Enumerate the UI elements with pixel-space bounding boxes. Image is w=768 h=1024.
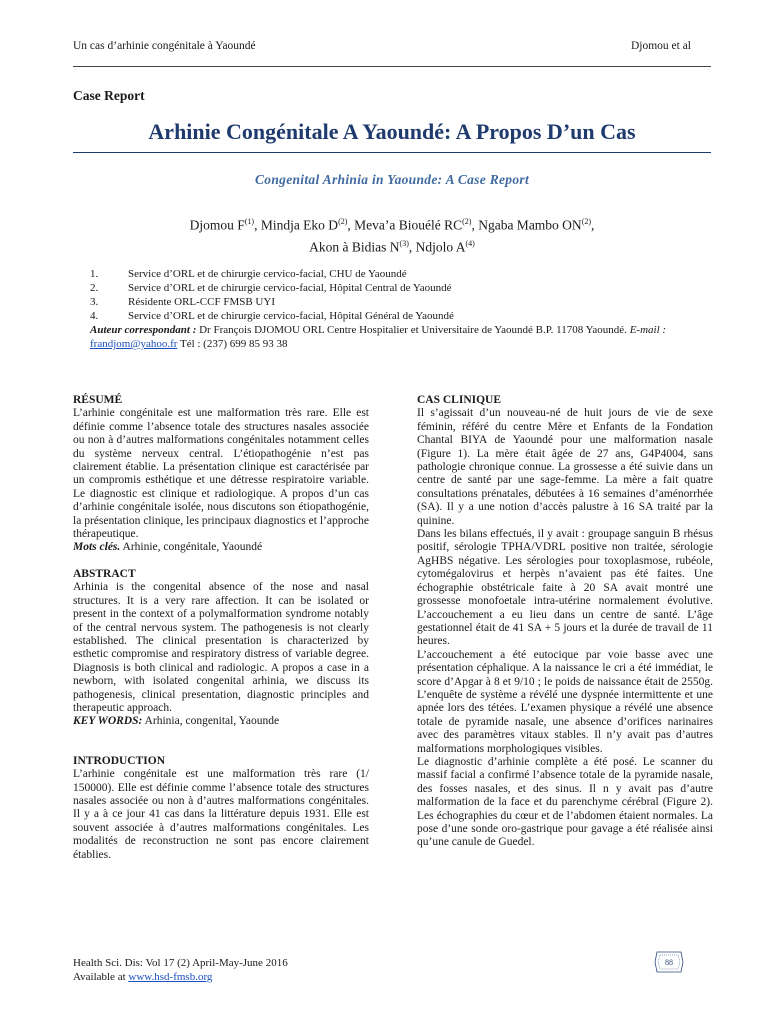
corresponding-label: Auteur correspondant :: [90, 324, 197, 336]
case-paragraph: Il s’agissait d’un nouveau-né de huit jours de vie de sexe féminin, référé du centre Mère et Enfants de la Fondation Chantal BIYA de Yaoundé pour une malformation nasale (Figure 1). La mère était âgée de 27 ans, G4P4004, sans pathologie chronique connue. La grossesse a été suivie dans un centre de santé par une sage-femme. La mère a fait quatre consultations prénatales, débutées à 16 semaines d’aménorrhée (SA). Il y a une notion d’accès palustre à 16 SA traité par la quinine.: [417, 407, 713, 527]
journal-url-link[interactable]: www.hsd-fmsb.org: [128, 971, 213, 983]
article-title: Arhinie Congénitale A Yaoundé: A Propos D’un Cas: [148, 119, 636, 144]
affiliations: [90, 267, 700, 351]
affiliation-item: [90, 309, 700, 323]
resume-keywords: [73, 541, 369, 554]
title-rule: [73, 152, 711, 153]
corresponding-address: Dr François DJOMOU ORL Centre Hospitalier et Universitaire de Yaoundé B.P. 11708 Yaoundé.: [196, 324, 630, 336]
page-number-badge: [653, 950, 685, 974]
author-affil-mark: (2): [338, 217, 348, 226]
email-link[interactable]: frandjom@yahoo.fr: [90, 338, 178, 350]
affiliation-text: Résidente ORL-CCF FMSB UYI: [128, 296, 275, 308]
case-paragraph: L’accouchement a été eutocique par voie basse avec une présentation céphalique. A la naissance le cri a été immédiat, le score d’Apgar à 8 et 9/10 ; le poids de naissance était de 2550g. L’enquête de système a révélé une dyspnée intermittente et une apnée lors des tétées. L’examen physique a révélé une absence totale de pyramide nasale, une absence d’orifices narinaires avec des paramètres vitaux stables. Il n’y avait pas d’autres malformations morphologiques visibles.: [417, 648, 713, 755]
keywords-label: Mots clés.: [73, 541, 121, 554]
affiliation-item: [90, 295, 700, 309]
case-paragraph: Dans les bilans effectués, il y avait : groupage sanguin B rhésus positif, sérologie TPHA/VDRL positive non traitée, sérologie AgHBS négative. Les sérologies pour toxoplasmose, rubéole, cytomégalovirus et herpès n’avaient pas été faites. Une échographie obstétricale faite à 20 SA avait montré une grossesse monofoetale intra-utérine normalement évolutive. L’accouchement a eu lieu dans un centre de santé. L’âge gestationnel était de 41 SA + 5 jours et la durée de travail de 11 heures.: [417, 528, 713, 648]
abstract-keywords: [73, 715, 369, 728]
author-affil-mark: (4): [465, 238, 475, 248]
affiliation-item: [90, 267, 700, 281]
introduction-body: L’arhinie congénitale est une malformation très rare (1/ 150000). Elle est définie comme l’absence totale des structures nasales associée ou non à d’autres malformations congénitales. Il y a à ce jour 41 cas dans la littérature depuis 1931. Elle est souvent associée à d’autres malformations congénitales. Les modalités de reconstruction ne sont pas encore clairement établies.: [73, 768, 369, 861]
author: , Ngaba Mambo ON: [471, 217, 582, 233]
affiliation-text: Service d’ORL et de chirurgie cervico-facial, Hôpital Général de Yaoundé: [128, 310, 454, 322]
journal-citation: Health Sci. Dis: Vol 17 (2) April-May-June 2016: [73, 957, 288, 969]
keywords-text: Arhinie, congénitale, Yaoundé: [120, 541, 263, 554]
affiliation-item: [90, 281, 700, 295]
author-affil-mark: (1): [244, 217, 255, 226]
page-number: 88: [665, 958, 673, 967]
author-affil-mark: (3): [399, 238, 409, 248]
email-label: E-mail :: [629, 324, 667, 336]
author: Djomou F: [189, 217, 245, 233]
right-column: [417, 394, 713, 850]
affiliation-number: 2.: [90, 282, 99, 294]
page-badge-ornament: [653, 950, 685, 974]
introduction-heading: INTRODUCTION: [73, 754, 166, 767]
abstract-heading: ABSTRACT: [73, 567, 136, 580]
author-affil-mark: (2): [581, 217, 592, 226]
resume-body: L’arhinie congénitale est une malformation très rare. Elle est définie comme l’absence totale des structures nasales associée ou non à d’autres malformations congénitales notamment celles du système nerveux central. L’étiopathogénie n’est pas clairement établie. La présentation clinique est caractérisée par un compromis esthétique et une détresse respiratoire variable. Le diagnostic est clinique et radiologique. A propos d’un cas d’arhinie congénitale isolée, nous discutons son étiopathogénie, la présentation clinique, les principaux diagnostics et l’approche thérapeutique.: [73, 407, 369, 541]
article-subtitle: Congenital Arhinia in Yaounde: A Case Report: [254, 172, 530, 187]
author-line-2: [73, 235, 711, 257]
affiliation-text: Service d’ORL et de chirurgie cervico-facial, Hôpital Central de Yaoundé: [128, 282, 452, 294]
author: , Mindja Eko D: [254, 217, 339, 233]
affiliation-text: Service d’ORL et de chirurgie cervico-facial, CHU de Yaoundé: [128, 268, 407, 280]
running-header: [73, 40, 691, 52]
keywords-label: KEY WORDS:: [73, 715, 143, 728]
header-rule: [73, 66, 711, 67]
affiliation-number: 1.: [90, 268, 99, 280]
article-type: Case Report: [73, 88, 145, 103]
availability-label: Available at: [73, 971, 129, 983]
author: , Meva’a Biouélé RC: [347, 217, 463, 233]
author-line-1: [73, 213, 711, 235]
affiliation-number: 4.: [90, 310, 99, 322]
corresponding-author: [90, 323, 700, 351]
left-column: [73, 394, 369, 862]
author: Akon à Bidias N: [309, 239, 400, 254]
affiliation-number: 3.: [90, 296, 99, 308]
author-separator: ,: [591, 217, 595, 233]
case-paragraph: Le diagnostic d’arhinie complète a été posé. Le scanner du massif facial a confirmé l’absence totale de la pyramide nasale, des fosses nasales, et des sinus. Il n y avait pas d’autre malformation de la face et du parenchyme cérébral (Figure 2). Les échographies du cœur et de l’abdomen étaient normales. La pose d’une sonde oro-gastrique pour gavage a été réalisée ainsi qu’une canule de Guedel.: [417, 755, 713, 849]
author: , Ndjolo A: [408, 239, 466, 254]
author-list: [73, 213, 711, 256]
keywords-text: Arhinia, congenital, Yaounde: [142, 715, 280, 728]
author-affil-mark: (2): [462, 217, 472, 226]
availability-line: [73, 970, 288, 984]
case-heading: CAS CLINIQUE: [417, 394, 502, 406]
running-header-authors: Djomou et al: [630, 40, 691, 52]
abstract-body: Arhinia is the congenital absence of the nose and nasal structures. It is a very rare affection. It can be isolated or present in the context of a polymalformation syndrome notably of the central nervous system. The pathogenesis is not clearly established. The clinical presentation is characterized by esthetic compromise and respiratory distress of variable degree. Diagnosis is both clinical and radiologic. A propos a case in a newborn, with isolated congenital arhinia, we discuss its pathogenesis, clinical presentation, diagnostic principles and therapeutic approach.: [73, 581, 369, 714]
phone-number: Tél : (237) 699 85 93 38: [177, 338, 288, 350]
running-header-title: Un cas d’arhinie congénitale à Yaoundé: [73, 40, 256, 52]
resume-heading: RÉSUMÉ: [73, 394, 123, 406]
page-footer: [73, 956, 288, 984]
